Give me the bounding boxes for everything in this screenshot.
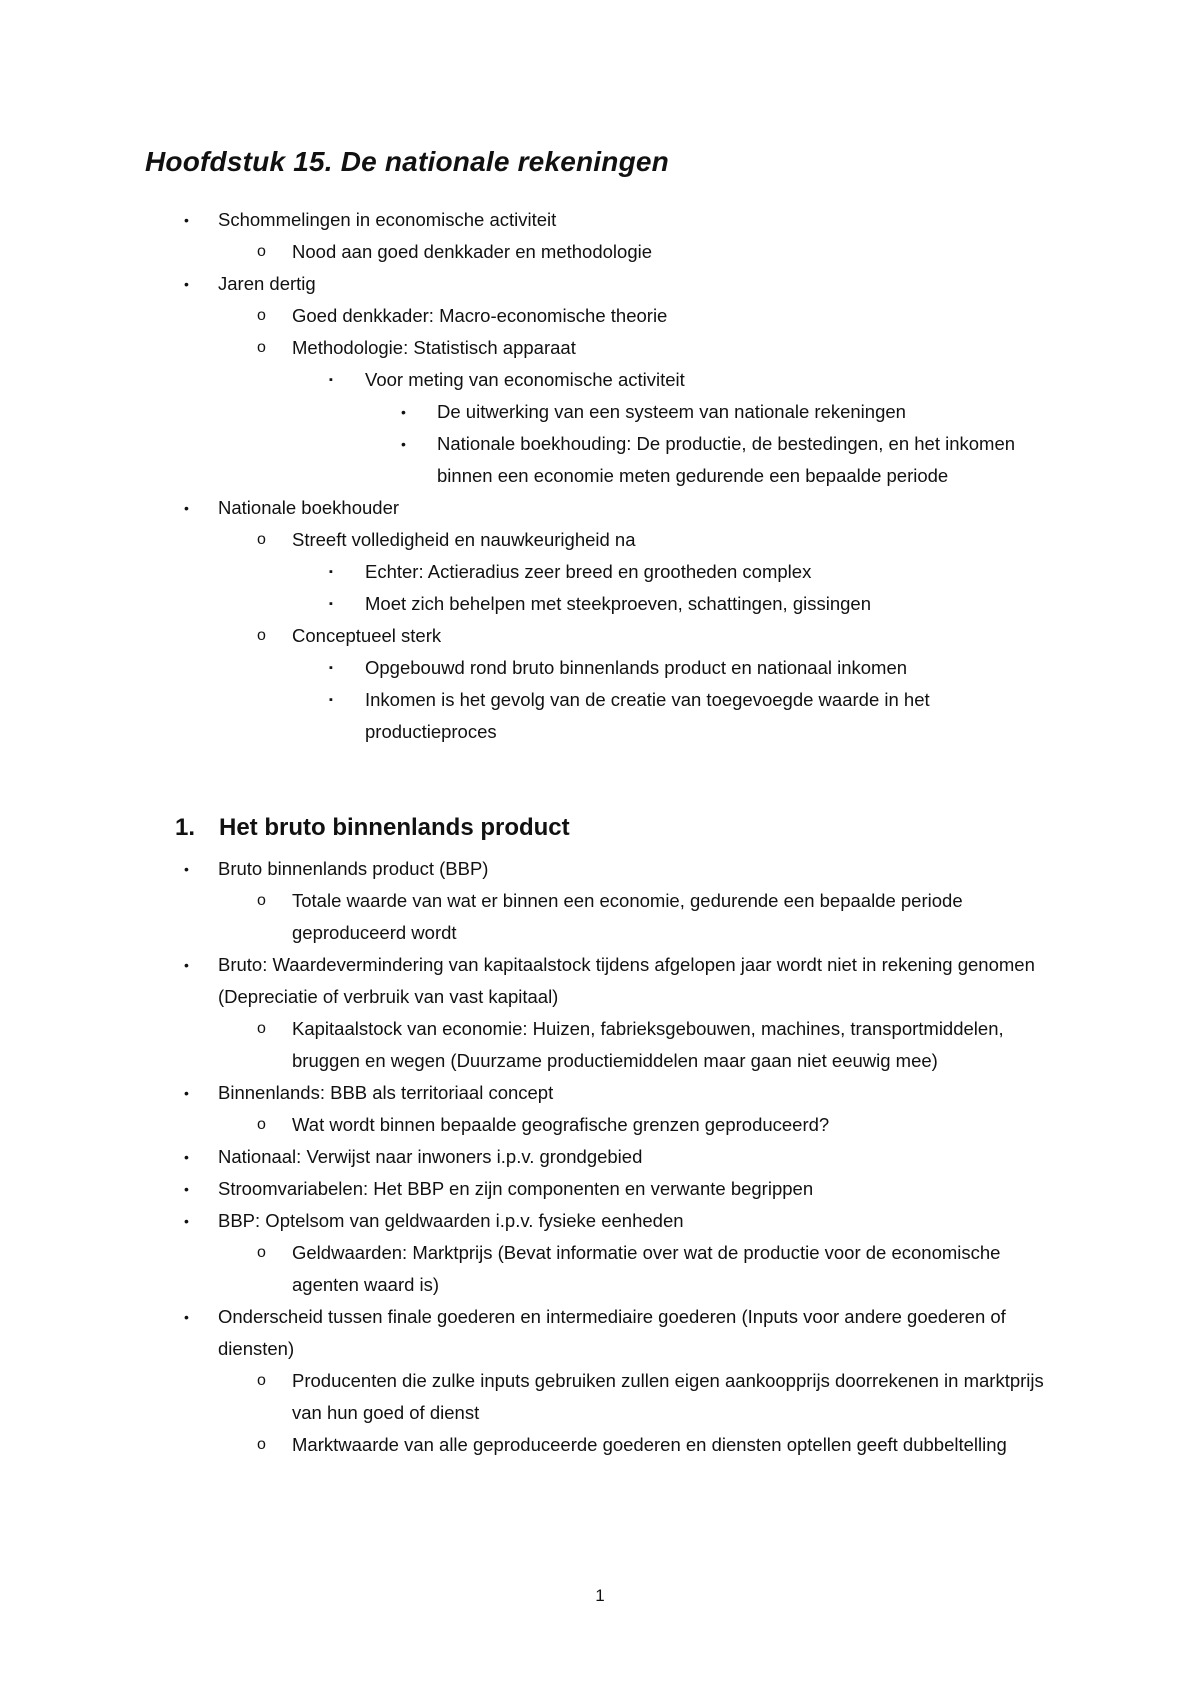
circle-bullet-icon: o [257, 1244, 266, 1261]
list-item-text: Jaren dertig [218, 273, 316, 294]
list-item [0, 204, 1038, 236]
list-item-text: Bruto: Waardevermindering van kapitaalstock tijdens afgelopen jaar wordt niet in rekening genomen (Depreciatie of verbruik van vast kapitaal) [218, 954, 1035, 1007]
list-item [0, 588, 1045, 620]
section-title: Het bruto binnenlands product [219, 814, 570, 841]
list-item [0, 524, 1052, 556]
list-item [0, 1365, 1052, 1429]
list-item-text: Goed denkkader: Macro-economische theorie [292, 305, 668, 326]
list-item-text: Producenten die zulke inputs gebruiken zullen eigen aankoopprijs doorrekenen in marktprijs van hun goed of dienst [292, 1370, 1044, 1423]
bullet-icon: • [184, 1213, 189, 1229]
list-item-text: De uitwerking van een systeem van nationale rekeningen [437, 401, 906, 422]
list-item [0, 620, 1052, 652]
circle-bullet-icon: o [257, 339, 266, 356]
bullet-icon: • [184, 1149, 189, 1165]
list-item-text: Nood aan goed denkkader en methodologie [292, 241, 653, 262]
circle-bullet-icon: o [257, 627, 266, 644]
square-bullet-icon: ▪ [329, 598, 333, 610]
list-item [0, 1429, 1052, 1461]
list-item [0, 1173, 1038, 1205]
list-item [0, 684, 1045, 748]
list-item-text: Moet zich behelpen met steekproeven, schattingen, gissingen [365, 593, 871, 614]
bullet-icon: • [184, 500, 189, 516]
section-heading [175, 814, 570, 842]
list-item [0, 1141, 1038, 1173]
list-item [0, 1205, 1038, 1237]
list-item-text: Bruto binnenlands product (BBP) [218, 858, 489, 879]
bullet-icon: • [184, 276, 189, 292]
circle-bullet-icon: o [257, 307, 266, 324]
bullet-icon: • [184, 957, 189, 973]
bullet-icon: • [184, 1181, 189, 1197]
bullet-icon: • [401, 436, 406, 452]
circle-bullet-icon: o [257, 531, 266, 548]
chapter-title: Hoofdstuk 15. De nationale rekeningen [145, 146, 669, 177]
list-item [0, 1301, 1038, 1365]
square-bullet-icon: ▪ [329, 694, 333, 706]
page-number: 1 [595, 1586, 605, 1605]
list-item-text: Conceptueel sterk [292, 625, 442, 646]
list-item [0, 396, 1037, 428]
section-number: 1. [175, 814, 196, 841]
circle-bullet-icon: o [257, 1436, 266, 1453]
list-item-text: BBP: Optelsom van geldwaarden i.p.v. fysieke eenheden [218, 1210, 684, 1231]
list-item-text: Stroomvariabelen: Het BBP en zijn componenten en verwante begrippen [218, 1178, 814, 1199]
list-item-text: Binnenlands: BBB als territoriaal concept [218, 1082, 554, 1103]
square-bullet-icon: ▪ [329, 374, 333, 386]
list-item [0, 949, 1038, 1013]
list-item-text: Nationale boekhouding: De productie, de bestedingen, en het inkomen binnen een economie meten gedurende een bepaalde periode [437, 433, 1016, 486]
list-item-text: Nationaal: Verwijst naar inwoners i.p.v. grondgebied [218, 1146, 643, 1167]
circle-bullet-icon: o [257, 243, 266, 260]
list-item-text: Nationale boekhouder [218, 497, 400, 518]
list-item [0, 300, 1052, 332]
circle-bullet-icon: o [257, 1372, 266, 1389]
list-item-text: Inkomen is het gevolg van de creatie van toegevoegde waarde in het productieproces [365, 689, 930, 742]
list-item-text: Voor meting van economische activiteit [365, 369, 685, 390]
square-bullet-icon: ▪ [329, 566, 333, 578]
circle-bullet-icon: o [257, 892, 266, 909]
list-item [0, 236, 1052, 268]
circle-bullet-icon: o [257, 1020, 266, 1037]
list-item-text: Methodologie: Statistisch apparaat [292, 337, 576, 358]
section1-outline [0, 853, 1200, 1461]
list-item-text: Marktwaarde van alle geproduceerde goederen en diensten optellen geeft dubbeltelling [292, 1434, 1007, 1455]
square-bullet-icon: ▪ [329, 662, 333, 674]
list-item [0, 556, 1045, 588]
list-item [0, 1109, 1052, 1141]
list-item-text: Totale waarde van wat er binnen een economie, gedurende een bepaalde periode geproduceerd wordt [292, 890, 963, 943]
list-item [0, 492, 1038, 524]
bullet-icon: • [184, 1309, 189, 1325]
list-item [0, 428, 1037, 492]
bullet-icon: • [184, 1085, 189, 1101]
list-item-text: Wat wordt binnen bepaalde geografische grenzen geproduceerd? [292, 1114, 830, 1135]
list-item [0, 364, 1045, 396]
list-item-text: Streeft volledigheid en nauwkeurigheid na [292, 529, 636, 550]
list-item [0, 853, 1038, 885]
list-item [0, 652, 1045, 684]
circle-bullet-icon: o [257, 1116, 266, 1133]
bullet-icon: • [184, 861, 189, 877]
list-item-text: Schommelingen in economische activiteit [218, 209, 557, 230]
intro-outline [0, 204, 1200, 748]
bullet-icon: • [184, 212, 189, 228]
list-item [0, 1237, 1052, 1301]
list-item [0, 1013, 1052, 1077]
list-item-text: Geldwaarden: Marktprijs (Bevat informatie over wat de productie voor de economische agenten waard is) [292, 1242, 1001, 1295]
bullet-icon: • [401, 404, 406, 420]
list-item-text: Onderscheid tussen finale goederen en intermediaire goederen (Inputs voor andere goederen of diensten) [218, 1306, 1006, 1359]
list-item [0, 268, 1038, 300]
list-item [0, 885, 1052, 949]
list-item-text: Kapitaalstock van economie: Huizen, fabrieksgebouwen, machines, transportmiddelen, bruggen en wegen (Duurzame productiemiddelen maar gaan niet eeuwig mee) [292, 1018, 1004, 1071]
list-item-text: Opgebouwd rond bruto binnenlands product en nationaal inkomen [365, 657, 908, 678]
list-item-text: Echter: Actieradius zeer breed en grootheden complex [365, 561, 812, 582]
list-item [0, 1077, 1038, 1109]
list-item [0, 332, 1052, 364]
